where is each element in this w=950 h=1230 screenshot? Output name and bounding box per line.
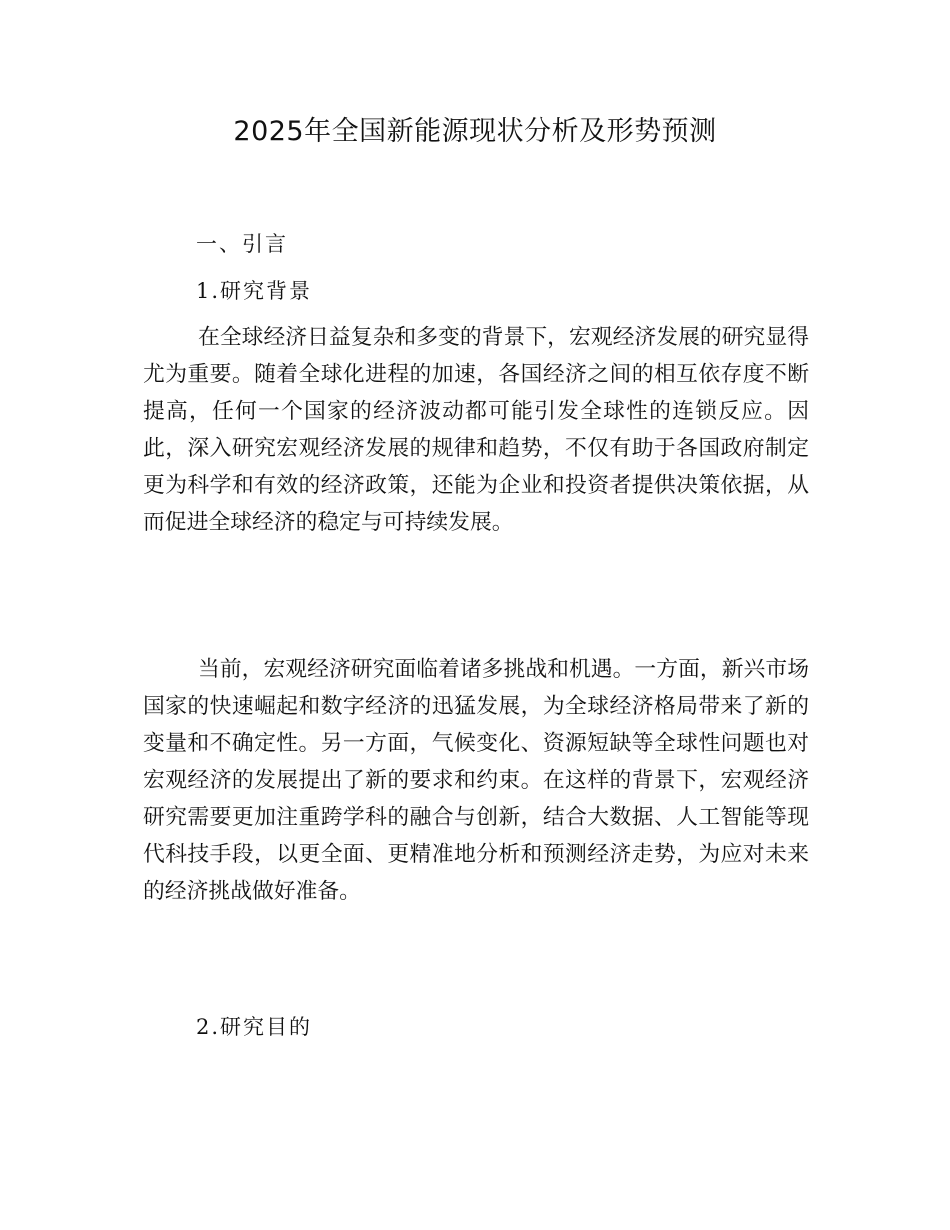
document-title: 2025年全国新能源现状分析及形势预测 [233,116,717,147]
section-heading-introduction: 一、引言 [196,232,288,256]
subsection-heading-research-background: 1.研究背景 [196,279,313,303]
paragraph-background-1: 在全球经济日益复杂和多变的背景下，宏观经济发展的研究显得尤为重要。随着全球化进程的加速，各国经济之间的相互依存度不断提高，任何一个国家的经济波动都可能引发全球性的连锁反应。因此，深入研究宏观经济发展的规律和趋势，不仅有助于各国政府制定更为科学和有效的经济政策，还能为企业和投资者提供决策依据，从而促进全球经济的稳定与可持续发展。 [143,325,809,535]
subsection-heading-research-purpose: 2.研究目的 [196,1015,313,1039]
paragraph-background-2: 当前，宏观经济研究面临着诸多挑战和机遇。一方面，新兴市场国家的快速崛起和数字经济的迅猛发展，为全球经济格局带来了新的变量和不确定性。另一方面，气候变化、资源短缺等全球性问题也对宏观经济的发展提出了新的要求和约束。在这样的背景下，宏观经济研究需要更加注重跨学科的融合与创新，结合大数据、人工智能等现代科技手段，以更全面、更精准地分析和预测经济走势，为应对未来的经济挑战做好准备。 [143,657,809,904]
